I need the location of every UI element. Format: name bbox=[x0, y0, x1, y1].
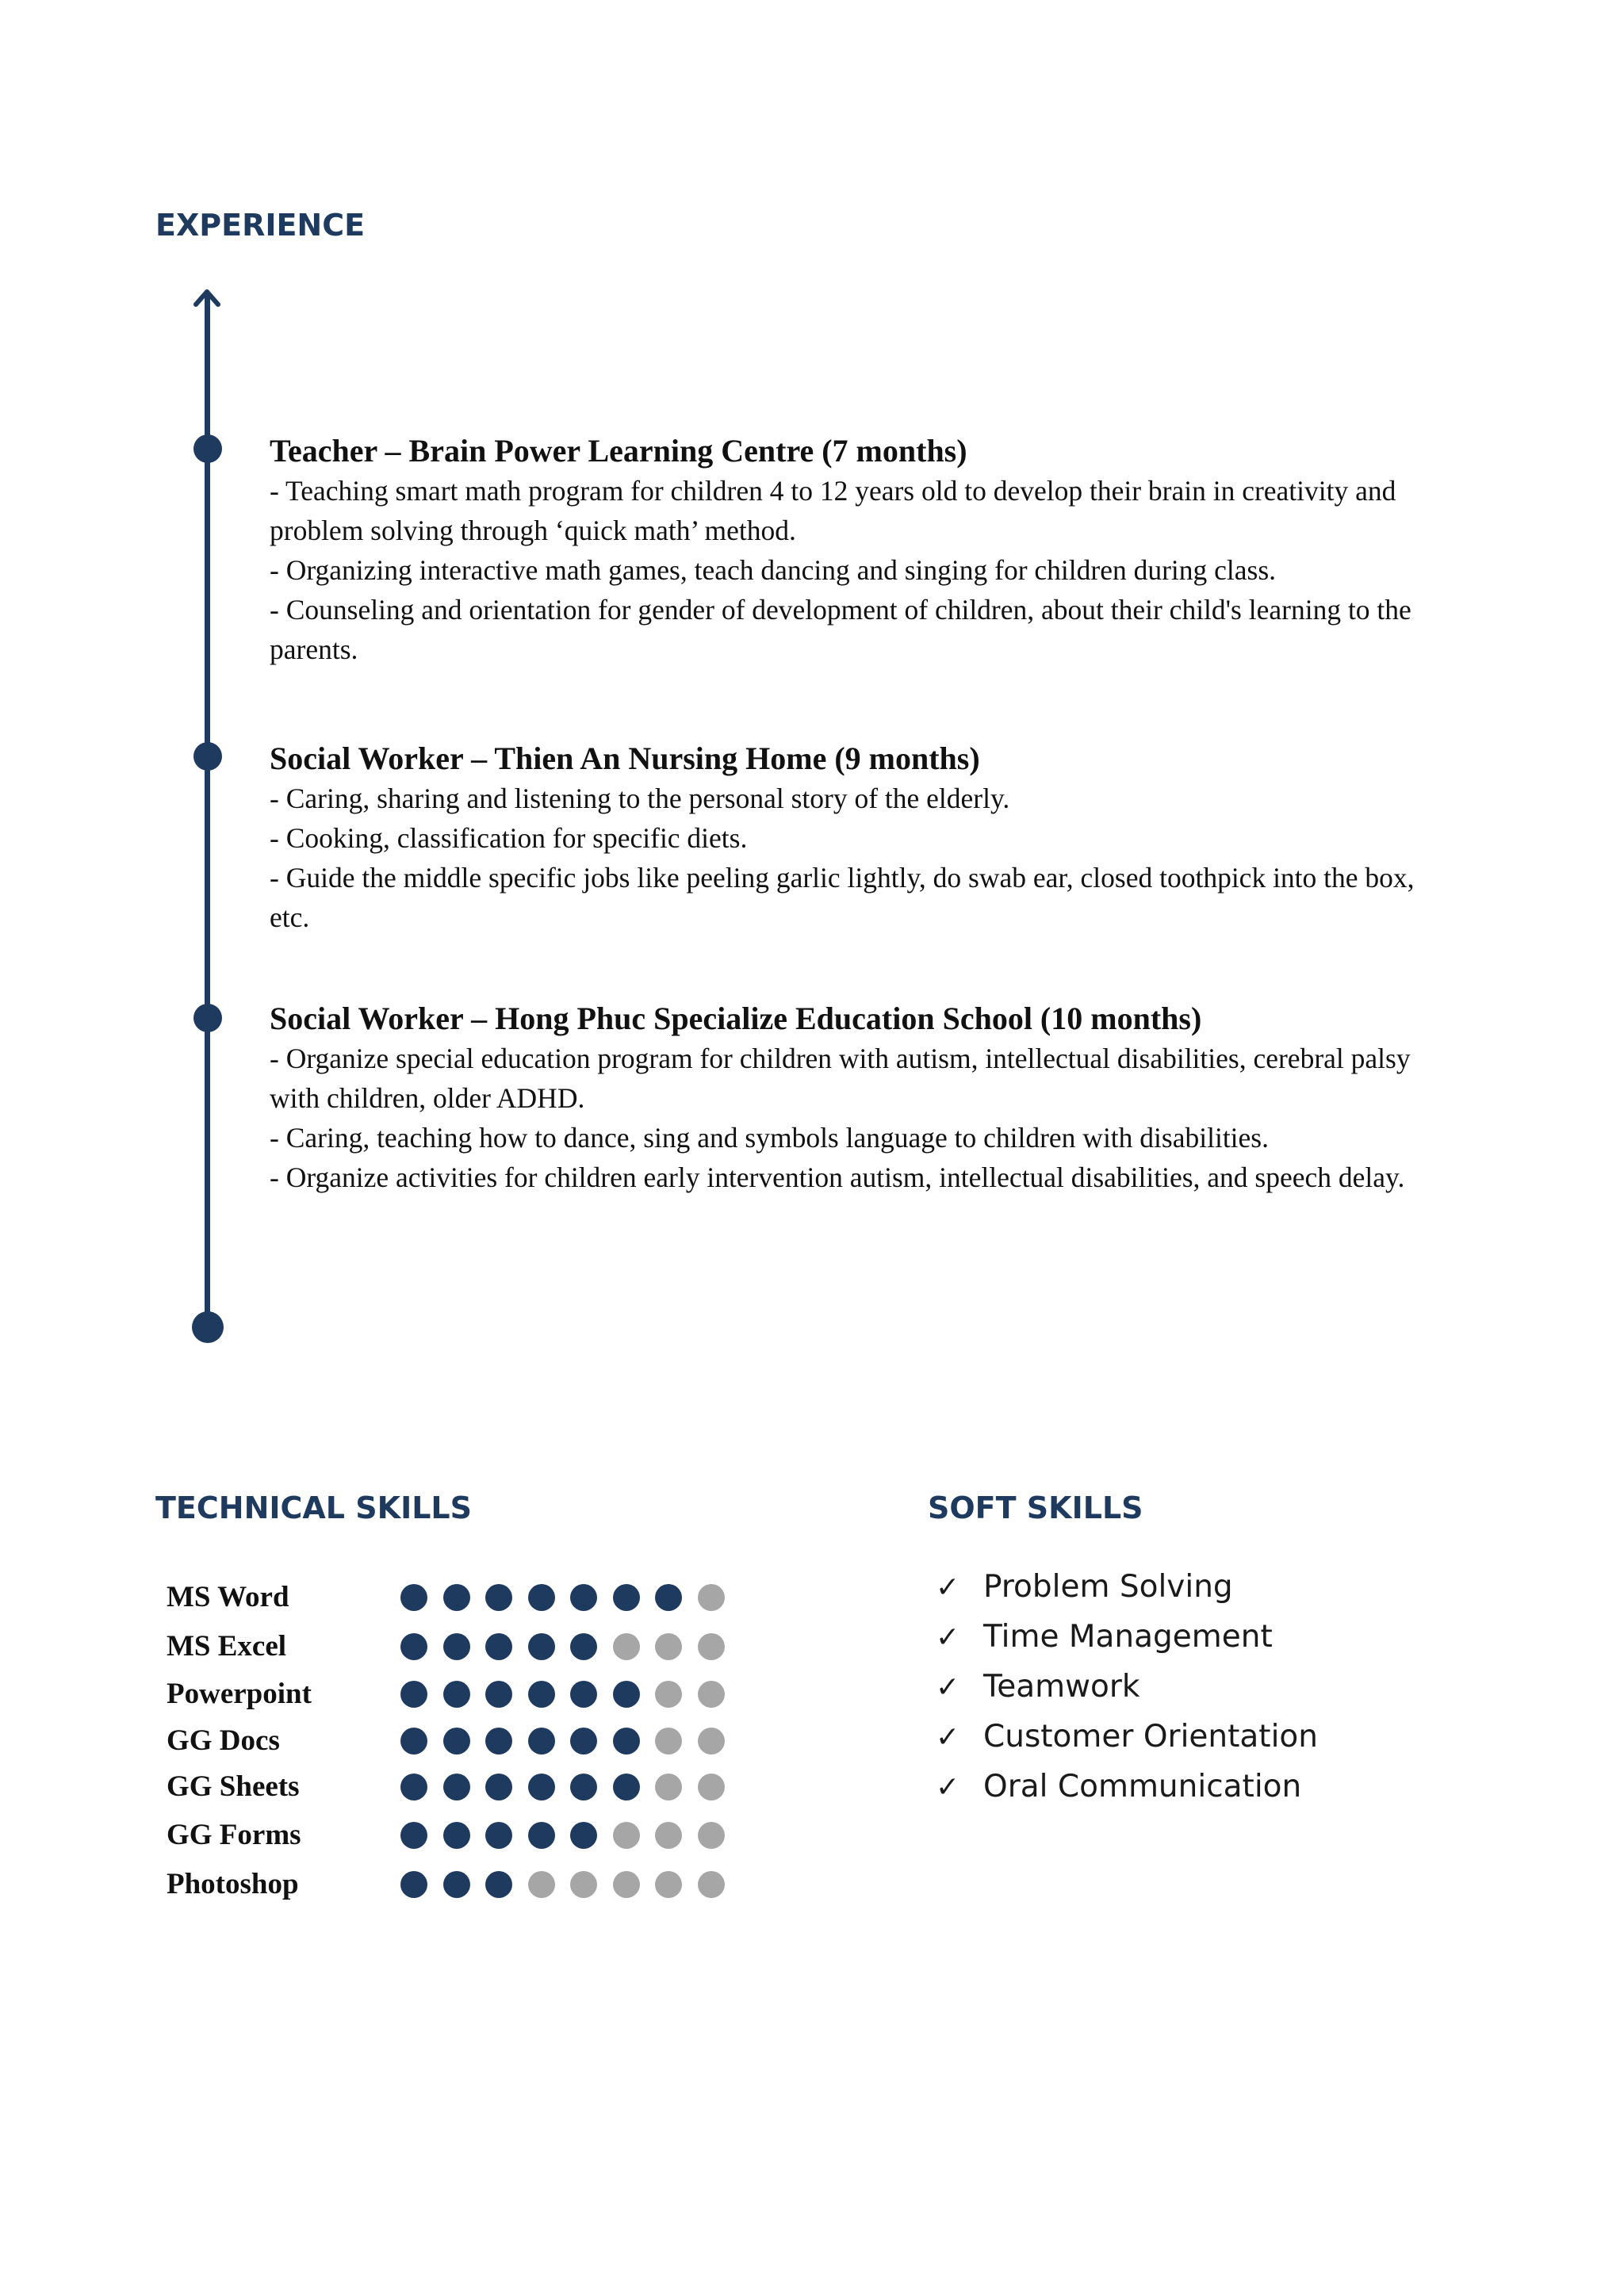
skill-dot-filled bbox=[400, 1822, 427, 1849]
soft-skill-label: Oral Communication bbox=[983, 1769, 1302, 1804]
skill-dot-empty bbox=[698, 1584, 725, 1611]
skill-dot-filled bbox=[528, 1584, 555, 1611]
checkmark-icon: ✓ bbox=[936, 1721, 960, 1754]
soft-skill-item bbox=[936, 1713, 1318, 1761]
soft-skill-label: Customer Orientation bbox=[983, 1719, 1319, 1755]
timeline-dot bbox=[193, 434, 222, 463]
skill-name: GG Forms bbox=[167, 1819, 301, 1851]
skill-dot-empty bbox=[613, 1822, 640, 1849]
skill-dot-filled bbox=[485, 1681, 512, 1708]
checkmark-icon: ✓ bbox=[936, 1621, 960, 1654]
checkmark-icon: ✓ bbox=[936, 1771, 960, 1804]
skill-dot-filled bbox=[485, 1822, 512, 1849]
job-title: Teacher – Brain Power Learning Centre (7 months) bbox=[270, 433, 967, 469]
skill-dot-empty bbox=[655, 1728, 682, 1755]
skill-dot-empty bbox=[655, 1871, 682, 1898]
experience-heading: EXPERIENCE bbox=[155, 208, 366, 243]
skill-dot-empty bbox=[698, 1871, 725, 1898]
experience-item bbox=[270, 999, 1443, 1197]
skill-dot-empty bbox=[613, 1633, 640, 1660]
job-description-line: - Teaching smart math program for children 4 to 12 years old to develop their brain in creativity and problem solving through ‘quick math’ method. bbox=[270, 475, 1396, 546]
job-description-line: - Caring, sharing and listening to the personal story of the elderly. bbox=[270, 783, 1010, 814]
soft-skill-item bbox=[936, 1763, 1301, 1811]
soft-skill-label: Problem Solving bbox=[983, 1569, 1233, 1605]
skill-dot-filled bbox=[443, 1871, 470, 1898]
soft-skill-item bbox=[936, 1663, 1139, 1711]
skill-dot-filled bbox=[400, 1728, 427, 1755]
skill-name: MS Word bbox=[167, 1581, 289, 1613]
skill-dot-filled bbox=[485, 1728, 512, 1755]
soft-skill-label: Teamwork bbox=[983, 1669, 1140, 1705]
checkmark-icon: ✓ bbox=[936, 1571, 960, 1604]
skill-dot-filled bbox=[655, 1584, 682, 1611]
skill-dot-empty bbox=[698, 1633, 725, 1660]
job-title: Social Worker – Hong Phuc Specialize Education School (10 months) bbox=[270, 1001, 1202, 1036]
skill-name: Photoshop bbox=[167, 1868, 299, 1900]
soft-skills-heading: SOFT SKILLS bbox=[928, 1490, 1143, 1525]
timeline-end-dot bbox=[192, 1311, 224, 1343]
skill-name: GG Docs bbox=[167, 1724, 280, 1757]
skill-dot-filled bbox=[485, 1584, 512, 1611]
skill-name: GG Sheets bbox=[167, 1770, 300, 1803]
skill-dot-filled bbox=[528, 1681, 555, 1708]
skill-dot-filled bbox=[400, 1681, 427, 1708]
skill-dot-filled bbox=[485, 1871, 512, 1898]
skill-dot-filled bbox=[613, 1728, 640, 1755]
skill-dot-filled bbox=[570, 1584, 597, 1611]
skill-dot-filled bbox=[613, 1681, 640, 1708]
job-description-line: - Cooking, classification for specific diets. bbox=[270, 822, 748, 854]
skill-name: Powerpoint bbox=[167, 1678, 312, 1710]
job-description-line: - Counseling and orientation for gender of development of children, about their child's learning to the parents. bbox=[270, 594, 1411, 665]
experience-item bbox=[270, 739, 1443, 937]
skill-dot-empty bbox=[698, 1681, 725, 1708]
skill-dot-filled bbox=[443, 1681, 470, 1708]
job-description-line: - Organize special education program for children with autism, intellectual disabilities, cerebral palsy with children, older ADHD. bbox=[270, 1043, 1411, 1114]
skill-dot-filled bbox=[443, 1822, 470, 1849]
skill-dot-filled bbox=[613, 1584, 640, 1611]
skill-dot-empty bbox=[570, 1871, 597, 1898]
skill-dot-filled bbox=[570, 1633, 597, 1660]
skill-dot-filled bbox=[528, 1822, 555, 1849]
skill-dot-empty bbox=[698, 1774, 725, 1800]
job-description-line: - Organizing interactive math games, teach dancing and singing for children during class. bbox=[270, 554, 1277, 586]
skill-dot-filled bbox=[570, 1728, 597, 1755]
skill-dot-filled bbox=[570, 1681, 597, 1708]
skill-dot-filled bbox=[400, 1774, 427, 1800]
timeline-dot bbox=[193, 1004, 222, 1032]
skill-dot-filled bbox=[528, 1774, 555, 1800]
skill-dot-empty bbox=[655, 1822, 682, 1849]
technical-skills-heading: TECHNICAL SKILLS bbox=[155, 1490, 472, 1525]
skill-dot-filled bbox=[400, 1871, 427, 1898]
skill-dot-empty bbox=[528, 1871, 555, 1898]
skill-name: MS Excel bbox=[167, 1630, 287, 1663]
job-description-line: - Guide the middle specific jobs like peeling garlic lightly, do swab ear, closed toothpick into the box, etc. bbox=[270, 862, 1415, 933]
skill-dot-empty bbox=[613, 1871, 640, 1898]
soft-skill-item bbox=[936, 1563, 1233, 1611]
experience-item bbox=[270, 431, 1443, 669]
skill-dot-empty bbox=[655, 1633, 682, 1660]
skill-dot-empty bbox=[698, 1822, 725, 1849]
skill-dot-filled bbox=[485, 1633, 512, 1660]
job-title: Social Worker – Thien An Nursing Home (9 months) bbox=[270, 740, 980, 776]
skill-dot-filled bbox=[485, 1774, 512, 1800]
checkmark-icon: ✓ bbox=[936, 1671, 960, 1704]
skill-dot-empty bbox=[698, 1728, 725, 1755]
skill-dot-filled bbox=[443, 1584, 470, 1611]
skill-dot-filled bbox=[613, 1774, 640, 1800]
skill-dot-empty bbox=[655, 1681, 682, 1708]
skill-dot-empty bbox=[655, 1774, 682, 1800]
skill-dot-filled bbox=[400, 1584, 427, 1611]
skill-dot-filled bbox=[528, 1728, 555, 1755]
skill-dot-filled bbox=[570, 1774, 597, 1800]
soft-skill-item bbox=[936, 1613, 1273, 1661]
skill-dot-filled bbox=[400, 1633, 427, 1660]
job-description-line: - Caring, teaching how to dance, sing and symbols language to children with disabilities. bbox=[270, 1122, 1269, 1154]
skill-dot-filled bbox=[443, 1633, 470, 1660]
skill-dot-filled bbox=[443, 1728, 470, 1755]
skill-dot-filled bbox=[570, 1822, 597, 1849]
skill-dot-filled bbox=[528, 1633, 555, 1660]
timeline-dot bbox=[193, 742, 222, 771]
job-description-line: - Organize activities for children early intervention autism, intellectual disabilities, and speech delay. bbox=[270, 1161, 1405, 1193]
skill-dot-filled bbox=[443, 1774, 470, 1800]
soft-skill-label: Time Management bbox=[983, 1619, 1273, 1655]
